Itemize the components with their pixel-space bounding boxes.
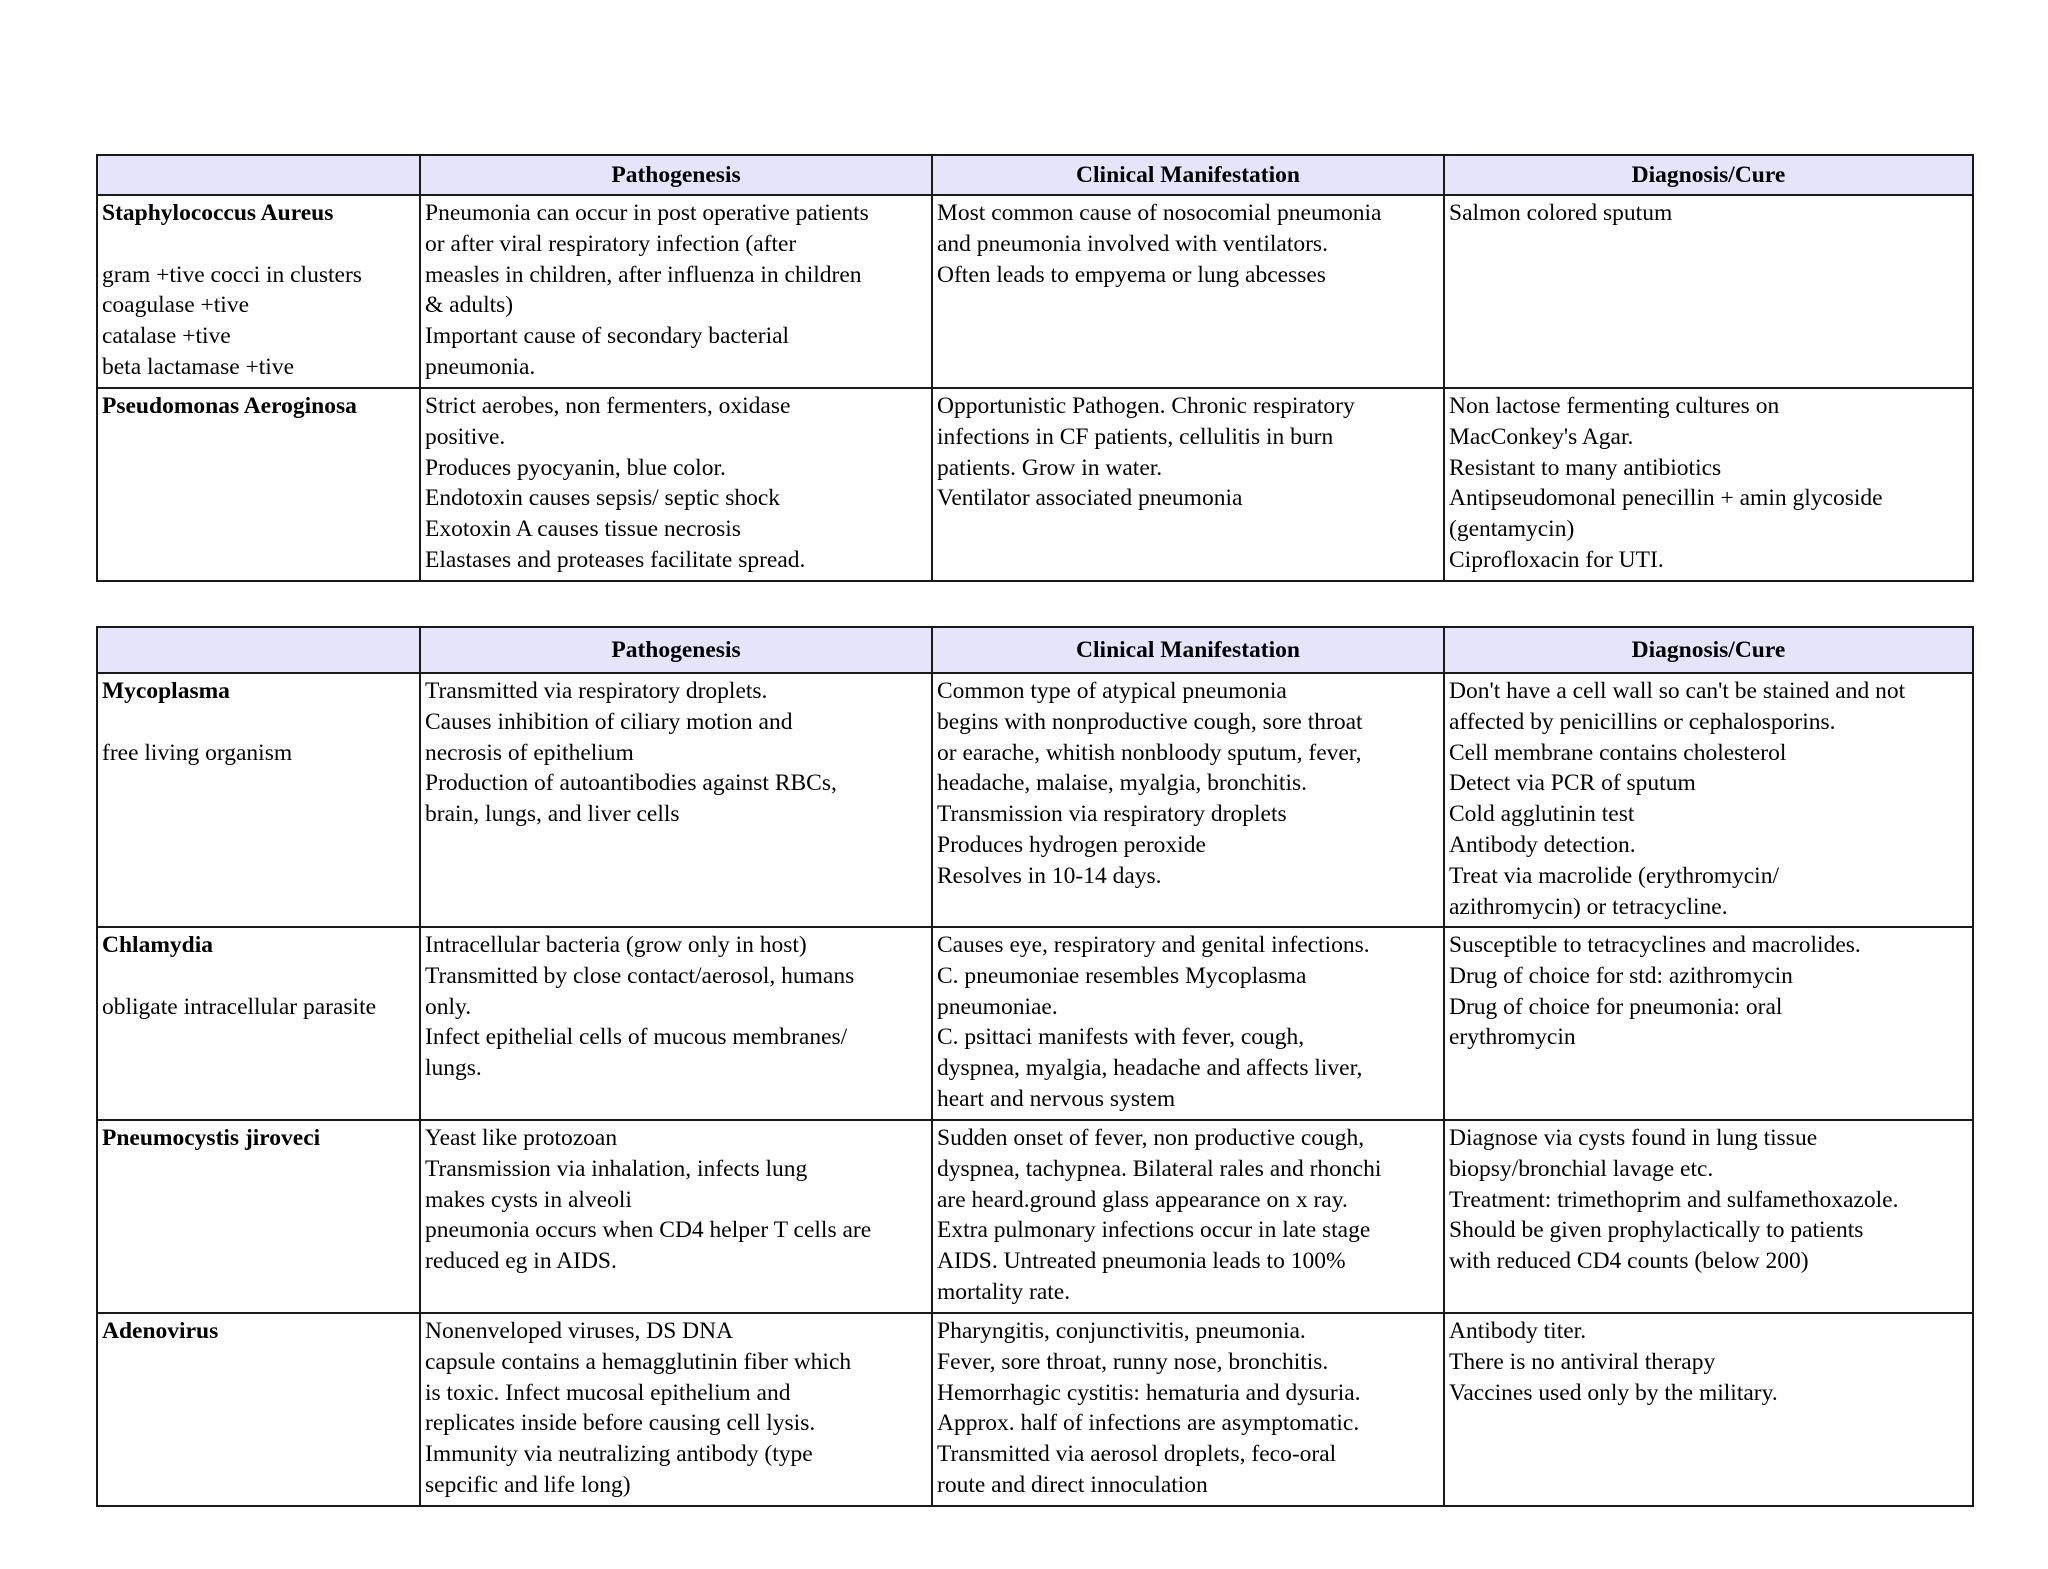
text-line: patients. Grow in water.	[937, 454, 1163, 481]
text-line: Salmon colored sputum	[1449, 200, 1673, 226]
text-line: affected by penicillins or cephalosporins.	[1449, 708, 1836, 735]
text-line: Resistant to many antibiotics	[1449, 454, 1722, 481]
text-line: AIDS. Untreated pneumonia leads to 100%	[937, 1248, 1346, 1275]
text-line: Cell membrane contains cholesterol	[1449, 739, 1787, 766]
organism-note: coagulase +tive	[102, 292, 250, 319]
header-diagnosis-cure: Diagnosis/Cure	[1444, 627, 1973, 673]
organism-cell	[97, 927, 420, 1120]
text-line: Transmission via respiratory droplets	[937, 801, 1287, 828]
text-line: Don't have a cell wall so can't be stained and not	[1449, 678, 1906, 704]
text-line: Ventilator associated pneumonia	[937, 485, 1243, 512]
table-row	[97, 388, 1973, 581]
text-line: or earache, whitish nonbloody sputum, fever,	[937, 739, 1362, 766]
text-line: Antipseudomonal penecillin + amin glycoside	[1449, 485, 1883, 512]
text-line: There is no antiviral therapy	[1449, 1348, 1716, 1375]
text-line: Important cause of secondary bacterial	[425, 323, 790, 350]
text-line: Vaccines used only by the military.	[1449, 1379, 1778, 1406]
text-line: Fever, sore throat, runny nose, bronchitis.	[937, 1348, 1329, 1375]
clinical-cell	[932, 1313, 1444, 1506]
text-line: capsule contains a hemagglutinin fiber which	[425, 1348, 852, 1375]
text-line: Endotoxin causes sepsis/ septic shock	[425, 485, 781, 512]
organism-cell	[97, 388, 420, 581]
text-line: Non lactose fermenting cultures on	[1449, 393, 1780, 419]
table-row	[97, 1313, 1973, 1506]
clinical-cell	[932, 673, 1444, 927]
text-line: MacConkey's Agar.	[1449, 423, 1634, 450]
text-line: Extra pulmonary infections occur in late stage	[937, 1217, 1371, 1244]
header-organism	[97, 155, 420, 195]
text-line: headache, malaise, myalgia, bronchitis.	[937, 770, 1307, 797]
text-line: sepcific and life long)	[425, 1471, 631, 1498]
clinical-cell	[932, 1120, 1444, 1313]
text-line: begins with nonproductive cough, sore throat	[937, 708, 1363, 735]
header-pathogenesis: Pathogenesis	[420, 627, 932, 673]
diagnosis-cell	[1444, 673, 1973, 927]
text-line: Drug of choice for std: azithromycin	[1449, 962, 1793, 989]
text-line: & adults)	[425, 292, 514, 319]
organism-note: gram +tive cocci in clusters	[102, 261, 362, 288]
organism-name: Chlamydia	[102, 932, 213, 958]
pathogenesis-cell	[420, 927, 932, 1120]
text-line: Yeast like protozoan	[425, 1125, 618, 1151]
pathogen-table-1	[96, 154, 1974, 582]
text-line: only.	[425, 993, 472, 1020]
clinical-cell	[932, 927, 1444, 1120]
text-line: reduced eg in AIDS.	[425, 1248, 617, 1275]
text-line: route and direct innoculation	[937, 1471, 1208, 1498]
text-line: Produces pyocyanin, blue color.	[425, 454, 726, 481]
organism-name: Pneumocystis jiroveci	[102, 1125, 321, 1151]
text-line: heart and nervous system	[937, 1085, 1176, 1112]
organism-name: Adenovirus	[102, 1318, 219, 1344]
text-line: Opportunistic Pathogen. Chronic respiratory	[937, 393, 1355, 419]
text-line: lungs.	[425, 1055, 482, 1082]
header-clinical-manifestation: Clinical Manifestation	[932, 155, 1444, 195]
diagnosis-cell	[1444, 1120, 1973, 1313]
text-line: Susceptible to tetracyclines and macrolides.	[1449, 932, 1861, 958]
text-line: Production of autoantibodies against RBCs,	[425, 770, 837, 797]
text-line: Pharyngitis, conjunctivitis, pneumonia.	[937, 1318, 1306, 1344]
text-line: pneumonia occurs when CD4 helper T cells are	[425, 1217, 872, 1244]
text-line: makes cysts in alveoli	[425, 1186, 632, 1213]
text-line: Treatment: trimethoprim and sulfamethoxazole.	[1449, 1186, 1899, 1213]
text-line: C. psittaci manifests with fever, cough,	[937, 1024, 1305, 1051]
text-line: Detect via PCR of sputum	[1449, 770, 1696, 797]
pathogenesis-cell	[420, 195, 932, 388]
text-line: Transmission via inhalation, infects lung	[425, 1155, 808, 1182]
text-line: Causes inhibition of ciliary motion and	[425, 708, 793, 735]
table-row	[97, 1120, 1973, 1313]
text-line: azithromycin) or tetracycline.	[1449, 893, 1728, 920]
text-line: is toxic. Infect mucosal epithelium and	[425, 1379, 791, 1406]
table-row	[97, 195, 1973, 388]
text-line: biopsy/bronchial lavage etc.	[1449, 1155, 1714, 1182]
organism-note: free living organism	[102, 739, 293, 766]
text-line: with reduced CD4 counts (below 200)	[1449, 1248, 1809, 1275]
pathogen-table-2	[96, 626, 1974, 1507]
text-line: Exotoxin A causes tissue necrosis	[425, 516, 741, 543]
organism-cell	[97, 1313, 420, 1506]
text-line: Strict aerobes, non fermenters, oxidase	[425, 393, 791, 419]
diagnosis-cell	[1444, 1313, 1973, 1506]
header-clinical-manifestation: Clinical Manifestation	[932, 627, 1444, 673]
text-line: Immunity via neutralizing antibody (type	[425, 1441, 813, 1468]
text-line: necrosis of epithelium	[425, 739, 634, 766]
pathogenesis-cell	[420, 1313, 932, 1506]
text-line: dyspnea, tachypnea. Bilateral rales and rhonchi	[937, 1155, 1382, 1182]
text-line: Common type of atypical pneumonia	[937, 678, 1287, 704]
text-line: Approx. half of infections are asymptomatic.	[937, 1410, 1360, 1437]
text-line: Often leads to empyema or lung abcesses	[937, 261, 1326, 288]
text-line: Nonenveloped viruses, DS DNA	[425, 1318, 734, 1344]
text-line: Causes eye, respiratory and genital infections.	[937, 932, 1370, 958]
diagnosis-cell	[1444, 388, 1973, 581]
table-row	[97, 927, 1973, 1120]
organism-note: obligate intracellular parasite	[102, 993, 377, 1020]
text-line: positive.	[425, 423, 506, 450]
organism-name: Pseudomonas Aeroginosa	[102, 393, 357, 419]
text-line: Transmitted via respiratory droplets.	[425, 678, 768, 704]
header-organism	[97, 627, 420, 673]
text-line: or after viral respiratory infection (after	[425, 230, 797, 257]
text-line: Infect epithelial cells of mucous membranes/	[425, 1024, 848, 1051]
text-line: mortality rate.	[937, 1278, 1071, 1305]
header-pathogenesis: Pathogenesis	[420, 155, 932, 195]
organism-cell	[97, 1120, 420, 1313]
organism-name: Staphylococcus Aureus	[102, 200, 334, 226]
organism-note: beta lactamase +tive	[102, 353, 295, 380]
text-line: Pneumonia can occur in post operative patients	[425, 200, 869, 226]
text-line: pneumonia.	[425, 353, 536, 380]
organism-name: Mycoplasma	[102, 678, 230, 704]
table-row	[97, 673, 1973, 927]
text-line: are heard.ground glass appearance on x ray.	[937, 1186, 1348, 1213]
text-line: measles in children, after influenza in children	[425, 261, 862, 288]
text-line: C. pneumoniae resembles Mycoplasma	[937, 962, 1307, 989]
text-line: replicates inside before causing cell lysis.	[425, 1410, 816, 1437]
text-line: Elastases and proteases facilitate spread.	[425, 546, 806, 573]
text-line: pneumoniae.	[937, 993, 1058, 1020]
text-line: erythromycin	[1449, 1024, 1576, 1051]
text-line: infections in CF patients, cellulitis in burn	[937, 423, 1334, 450]
diagnosis-cell	[1444, 195, 1973, 388]
text-line: Hemorrhagic cystitis: hematuria and dysuria.	[937, 1379, 1361, 1406]
text-line: Diagnose via cysts found in lung tissue	[1449, 1125, 1818, 1151]
text-line: Drug of choice for pneumonia: oral	[1449, 993, 1783, 1020]
text-line: (gentamycin)	[1449, 516, 1575, 543]
pathogenesis-cell	[420, 673, 932, 927]
pathogenesis-cell	[420, 388, 932, 581]
pathogenesis-cell	[420, 1120, 932, 1313]
text-line: Transmitted by close contact/aerosol, humans	[425, 962, 855, 989]
text-line: brain, lungs, and liver cells	[425, 801, 680, 828]
organism-cell	[97, 195, 420, 388]
text-line: Most common cause of nosocomial pneumonia	[937, 200, 1382, 226]
text-line: Should be given prophylactically to patients	[1449, 1217, 1864, 1244]
text-line: Intracellular bacteria (grow only in host)	[425, 932, 807, 958]
text-line: Antibody titer.	[1449, 1318, 1587, 1344]
text-line: Treat via macrolide (erythromycin/	[1449, 862, 1779, 889]
organism-cell	[97, 673, 420, 927]
text-line: Cold agglutinin test	[1449, 801, 1635, 828]
diagnosis-cell	[1444, 927, 1973, 1120]
text-line: and pneumonia involved with ventilators.	[937, 230, 1328, 257]
text-line: Ciprofloxacin for UTI.	[1449, 546, 1664, 573]
text-line: Antibody detection.	[1449, 831, 1636, 858]
clinical-cell	[932, 195, 1444, 388]
organism-note: catalase +tive	[102, 323, 231, 350]
text-line: Resolves in 10-14 days.	[937, 862, 1162, 889]
header-diagnosis-cure: Diagnosis/Cure	[1444, 155, 1973, 195]
text-line: Transmitted via aerosol droplets, feco-oral	[937, 1441, 1337, 1468]
text-line: Produces hydrogen peroxide	[937, 831, 1206, 858]
text-line: Sudden onset of fever, non productive cough,	[937, 1125, 1365, 1151]
text-line: dyspnea, myalgia, headache and affects liver,	[937, 1055, 1363, 1082]
clinical-cell	[932, 388, 1444, 581]
